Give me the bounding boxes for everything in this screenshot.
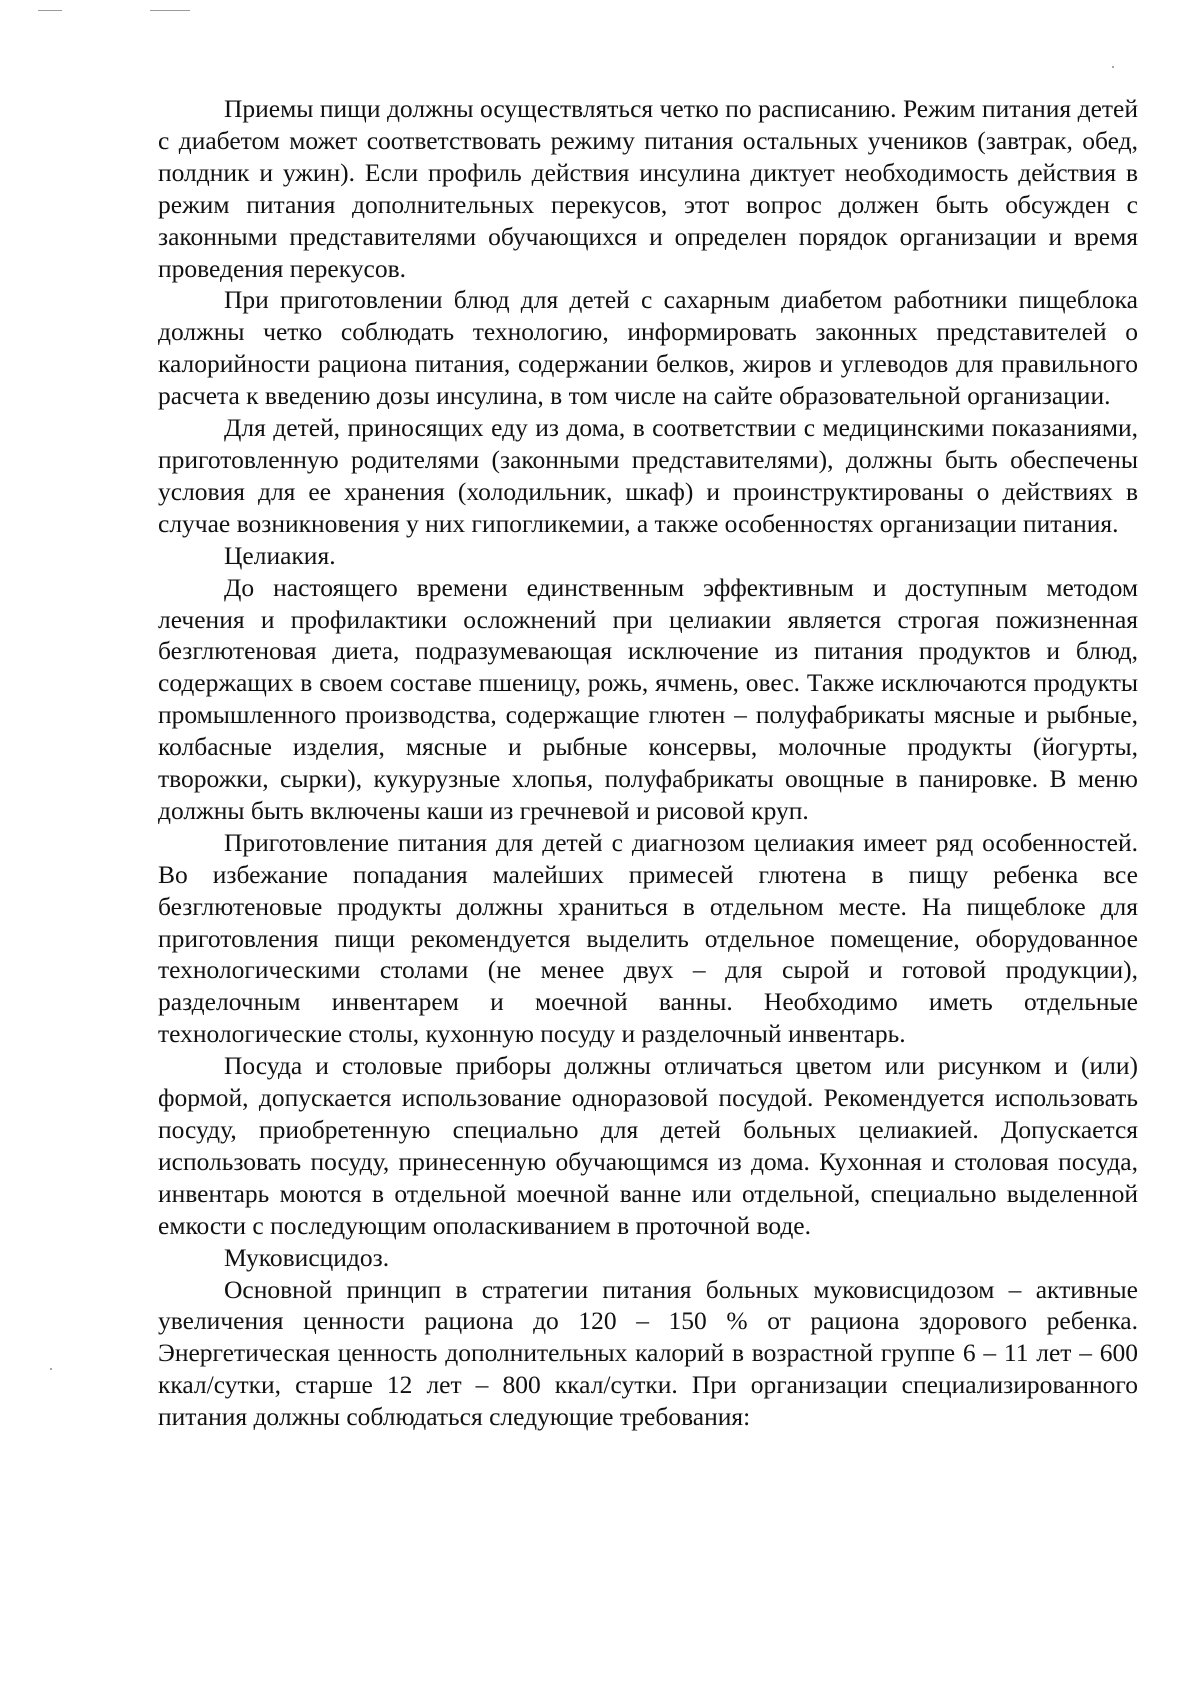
scan-edge-mark bbox=[38, 10, 62, 11]
paragraph-cooking-diabetes: При приготовлении блюд для детей с сахарным диабетом работники пищеблока должны четко соблюдать технологию, информировать законных представителей о калорийности рациона питания, содержании белков, жиров и углеводов для правильного расчета к введению дозы инсулина, в том числе на сайте образовательной организации. bbox=[158, 285, 1138, 411]
document-body bbox=[158, 93, 1138, 1433]
paragraph-celiac-preparation: Приготовление питания для детей с диагнозом целиакия имеет ряд особенностей. Во избежание попадания малейших примесей глютена в пищу ребенка все безглютеновые продукты должны храниться в отдельном месте. На пищеблоке для приготовления пищи рекомендуется выделить отдельное помещение, оборудованное технологическими столами (не менее двух – для сырой и готовой продукции), разделочным инвентарем и моечной ванны. Необходимо иметь отдельные технологические столы, кухонную посуду и разделочный инвентарь. bbox=[158, 827, 1138, 1049]
paragraph-meal-schedule: Приемы пищи должны осуществляться четко по расписанию. Режим питания детей с диабетом может соответствовать режиму питания остальных учеников (завтрак, обед, полдник и ужин). Если профиль действия инсулина диктует необходимость действия в режим питания дополнительных перекусов, этот вопрос должен быть обсужден с законными представителями обучающихся и определен порядок организации и время проведения перекусов. bbox=[158, 94, 1138, 283]
scan-edge-mark bbox=[150, 10, 190, 11]
scan-dust-mark bbox=[50, 1368, 52, 1370]
paragraph-gluten-free-diet: До настоящего времени единственным эффективным и доступным методом лечения и профилактики осложнений при целиакии является строгая пожизненная безглютеновая диета, подразумевающая исключение из питания продуктов и блюд, содержащих в своем составе пшеницу, рожь, ячмень, овес. Также исключаются продукты промышленного производства, содержащие глютен – полуфабрикаты мясные и рыбные, колбасные изделия, мясные и рыбные консервы, молочные продукты (йогурты, творожки, сырки), кукурузные хлопья, полуфабрикаты овощные в панировке. В меню должны быть включены каши из гречневой и рисовой круп. bbox=[158, 572, 1138, 825]
paragraph-home-food: Для детей, приносящих еду из дома, в соответствии с медицинскими показаниями, приготовленную родителями (законными представителями), должны быть обеспечены условия для ее хранения (холодильник, шкаф) и проинструктированы о действиях в случае возникновения у них гипогликемии, а также особенностях организации питания. bbox=[158, 413, 1138, 538]
paragraph-tableware: Посуда и столовые приборы должны отличаться цветом или рисунком и (или) формой, допускается использование одноразовой посудой. Рекомендуется использовать посуду, приобретенную специально для детей больных целиакией. Допускается использовать посуду, принесенную обучающимся из дома. Кухонная и столовая посуда, инвентарь моются в отдельной моечной ванне или отдельной, специально выделенной емкости с последующим ополаскиванием в проточной воде. bbox=[158, 1051, 1138, 1240]
paragraph-cf-nutrition: Основной принцип в стратегии питания больных муковисцидозом – активные увеличения ценности рациона до 120 – 150 % от рациона здорового ребенка. Энергетическая ценность дополнительных калорий в возрастной группе 6 – 11 лет – 600 ккал/сутки, старше 12 лет – 800 ккал/сутки. При организации специализированного питания должны соблюдаться следующие требования: bbox=[158, 1274, 1138, 1432]
scan-dust-mark bbox=[1112, 66, 1114, 68]
section-heading-cystic-fibrosis: Муковисцидоз. bbox=[224, 1242, 390, 1272]
section-heading-celiac: Целиакия. bbox=[224, 540, 336, 570]
